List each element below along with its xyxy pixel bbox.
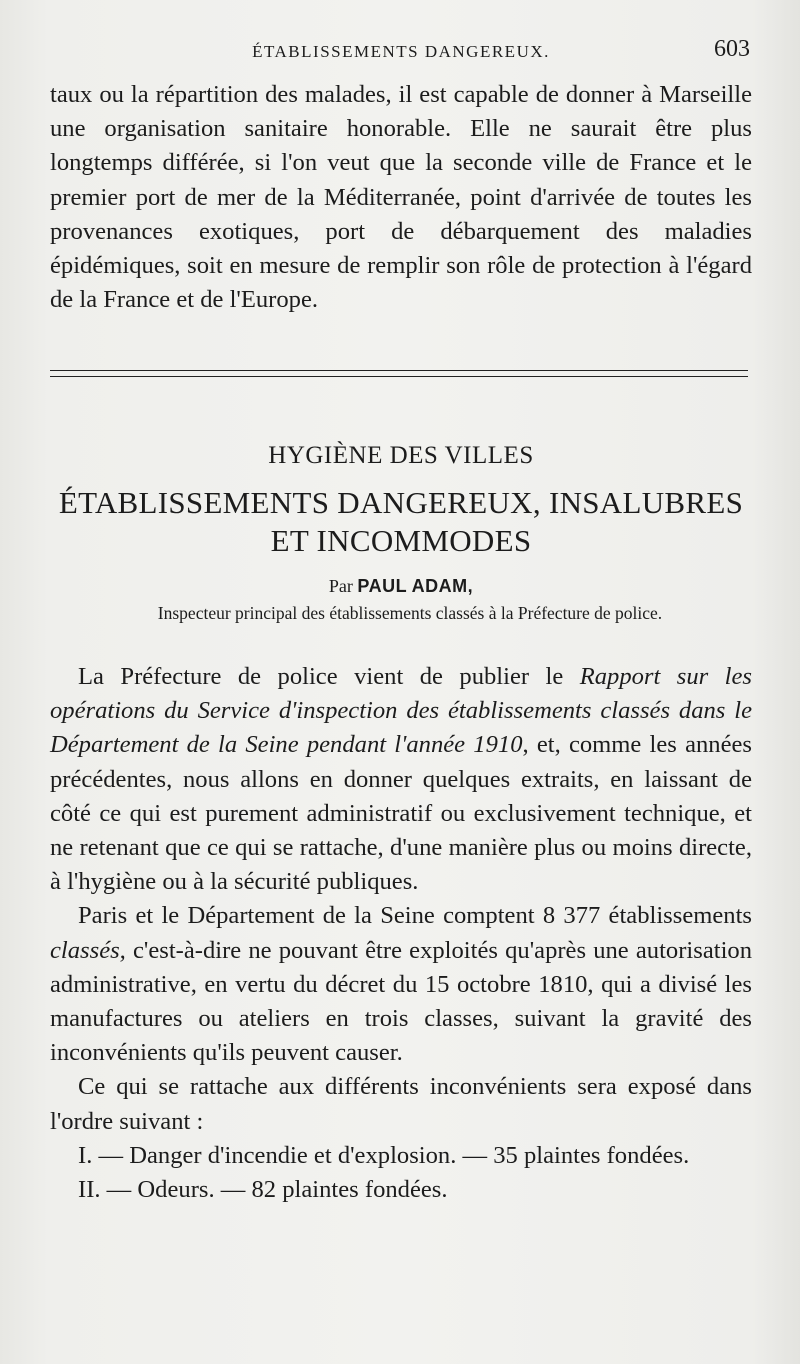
divider-line-bottom bbox=[50, 376, 748, 377]
byline-prefix: Par bbox=[328, 576, 353, 596]
paragraph-2-text-a: Paris et le Département de la Seine comptent 8 377 établissements bbox=[78, 902, 752, 930]
running-title: ÉTABLISSEMENTS DANGEREUX. bbox=[252, 42, 550, 61]
paragraph-1-text-b: , et, comme les années précédentes, nous allons en donner quelques extraits, en laissant de côté ce qui est purement administratif ou exclusivement technique, et ne retenant que ce qui se rattache, d'une manière plus ou moins directe, à l'hygiène ou à la sécurité publiques. bbox=[50, 731, 753, 896]
classes-italic: classés, bbox=[50, 936, 126, 964]
list-item-2: II. — Odeurs. — 82 plaintes fondées. bbox=[78, 1176, 448, 1204]
author-name: PAUL ADAM, bbox=[357, 576, 474, 596]
section-divider bbox=[50, 370, 748, 380]
intro-paragraph: taux ou la répartition des malades, il est capable de donner à Marseille une organisation sanitaire honorable. Elle ne saurait être plus longtemps différée, si l'on veut que la seconde ville de France et le premier port de mer de la Méditerranée, point d'arrivée de toutes les provenances exotiques, port de débarquement des maladies épidémiques, soit en mesure de remplir son rôle de protection à l'égard de la France et de l'Europe. bbox=[50, 81, 752, 314]
paragraph-2 bbox=[50, 899, 752, 1070]
paragraph-3: Ce qui se rattache aux différents inconvénients sera exposé dans l'ordre suivant : bbox=[50, 1073, 752, 1135]
byline bbox=[50, 576, 752, 597]
paragraph-1 bbox=[50, 660, 752, 899]
section-label: HYGIÈNE DES VILLES bbox=[268, 442, 534, 469]
article-title bbox=[50, 484, 752, 560]
divider-line-top bbox=[50, 370, 748, 371]
paragraph-1-text-a: La Préfecture de police vient de publier le bbox=[78, 663, 580, 690]
page-header bbox=[52, 38, 750, 68]
article-title-line2: ET INCOMMODES bbox=[270, 523, 532, 558]
page-number: 603 bbox=[714, 36, 750, 62]
report-title-italic: Rapport sur les opérations du Service d'inspection des établissements classés dans le Département de la Seine pendant l'année 1910 bbox=[50, 663, 752, 759]
author-affiliation: Inspecteur principal des établissements classés à la Préfecture de police. bbox=[157, 603, 663, 623]
intro-paragraph-block bbox=[50, 78, 752, 317]
article-body bbox=[50, 660, 752, 1207]
list-item-1: I. — Danger d'incendie et d'explosion. — 35 plaintes fondées. bbox=[78, 1141, 690, 1169]
article-title-line1: ÉTABLISSEMENTS DANGEREUX, INSALUBRES bbox=[58, 485, 744, 520]
paragraph-2-text-b: c'est-à-dire ne pouvant être exploités qu'après une autorisation administrative, en vertu du décret du 15 octobre 1810, qui a divisé les manufactures ou ateliers en trois classes, suivant la gravité des inconvénients qu'ils peuvent causer. bbox=[50, 936, 752, 1067]
